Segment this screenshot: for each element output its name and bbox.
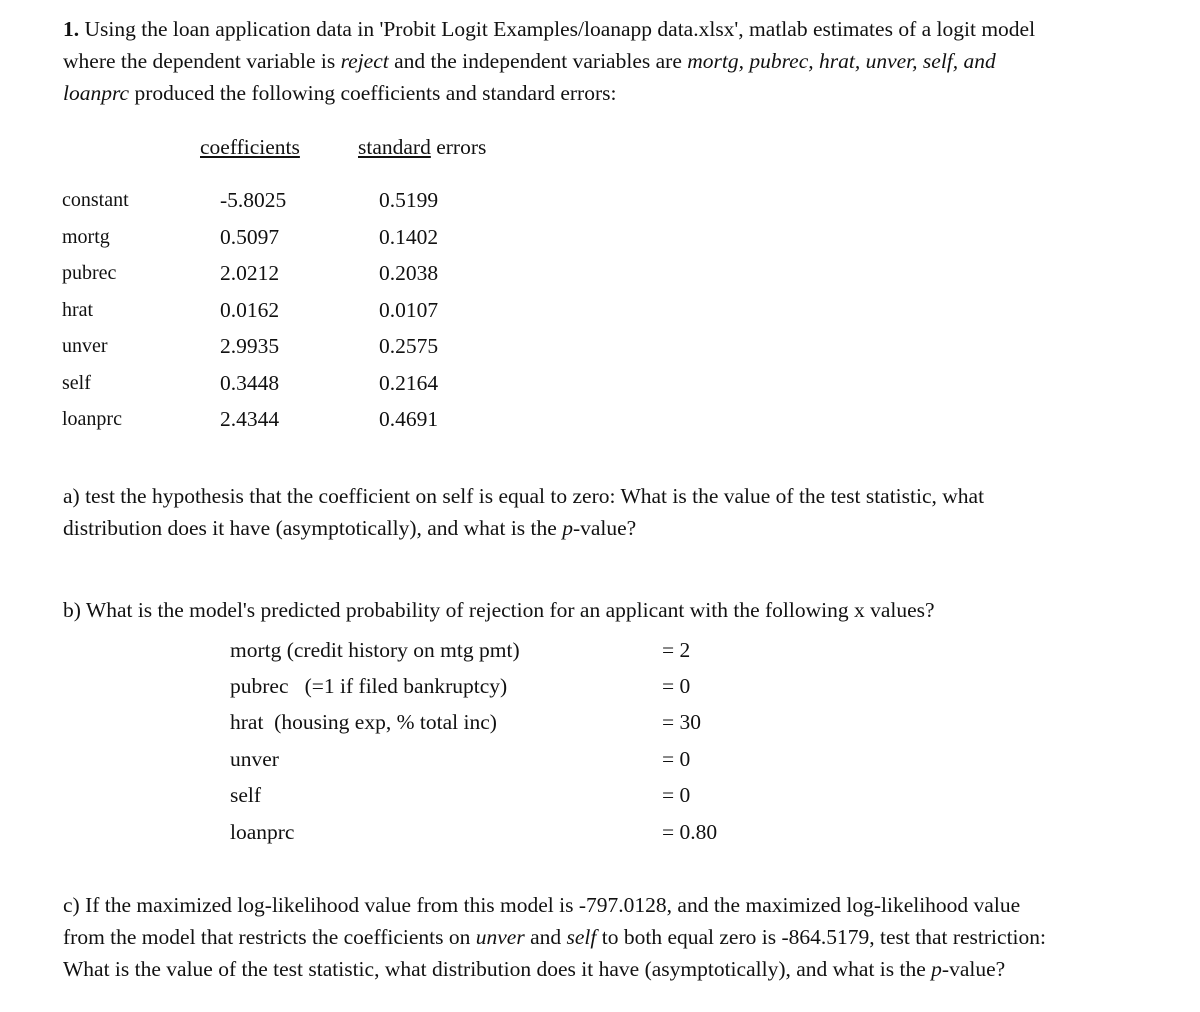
row-coefficient: 2.9935 [220,334,280,358]
x-value-label: unver [230,747,279,771]
x-value: = 30 [662,710,702,734]
row-coefficient: 0.0162 [220,298,280,322]
part-c-text: -value? [941,957,1006,981]
row-variable-name: hrat [62,299,94,321]
header-coefficients-label: coefficients [200,135,300,159]
question-intro-line-2 [63,45,996,77]
x-value: = 0 [662,674,691,698]
header-coefficients [200,134,300,160]
part-a-line-2 [63,512,636,544]
row-standard-error: 0.0107 [379,298,439,322]
part-a-text: -value? [572,516,637,540]
row-coefficient: 0.5097 [220,225,280,249]
x-value: = 0 [662,747,691,771]
x-value: = 0.80 [662,820,718,844]
x-value: = 0 [662,783,691,807]
row-standard-error: 0.4691 [379,407,439,431]
part-c-text: and [524,925,567,949]
x-value-label: pubrec (=1 if filed bankruptcy) [230,674,508,698]
row-variable-name: loanprc [62,408,122,430]
row-variable-name: self [62,372,91,394]
part-c-text: What is the value of the test statistic, what distribution does it have (asymptotically), and what is the [63,957,932,981]
part-a-text: distribution does it have (asymptotically), and what is the [63,516,563,540]
x-value-label: loanprc [230,820,295,844]
intro-text: Using the loan application data in 'Probit Logit Examples/loanapp data.xlsx', matlab estimates of a logit model [84,17,1036,41]
part-c-line-1: c) If the maximized log-likelihood value from this model is -797.0128, and the maximized log-likelihood value [63,893,1021,917]
row-coefficient: 2.0212 [220,261,280,285]
row-variable-name: mortg [62,226,110,248]
question-number: 1. [63,17,80,41]
row-coefficient: 2.4344 [220,407,280,431]
row-variable-name: constant [62,189,129,211]
row-standard-error: 0.5199 [379,188,439,212]
dependent-variable: reject [340,49,389,73]
header-standard-errors [358,134,486,160]
part-c-line-2 [63,921,1046,953]
independent-variables: loanprc [63,81,130,105]
question-intro-line-3 [63,77,616,109]
question-intro-line-1 [63,13,1035,45]
x-value: = 2 [662,638,691,662]
row-standard-error: 0.2575 [379,334,439,358]
row-coefficient: -5.8025 [220,188,287,212]
part-b-line-1: b) What is the model's predicted probability of rejection for an applicant with the following x values? [63,598,935,622]
variable-self: self [566,925,597,949]
intro-text: produced the following coefficients and standard errors: [129,81,617,105]
part-a-line-1: a) test the hypothesis that the coefficient on self is equal to zero: What is the value of the test statistic, what [63,484,985,508]
x-value-label: self [230,783,262,807]
row-standard-error: 0.2164 [379,371,439,395]
part-c-text: from the model that restricts the coefficients on [63,925,476,949]
p-symbol: p [562,516,573,540]
row-standard-error: 0.2038 [379,261,439,285]
part-c-text: to both equal zero is -864.5179, test that restriction: [596,925,1046,949]
part-c-line-3 [63,953,1005,985]
x-value-label: hrat (housing exp, % total inc) [230,710,497,734]
row-variable-name: pubrec [62,262,117,284]
header-errors-label: errors [430,135,487,159]
variable-unver: unver [475,925,525,949]
independent-variables: mortg, pubrec, hrat, unver, self, and [687,49,996,73]
p-symbol: p [931,957,942,981]
intro-text: and the independent variables are [388,49,688,73]
x-value-label: mortg (credit history on mtg pmt) [230,638,520,662]
intro-text: where the dependent variable is [63,49,341,73]
row-variable-name: unver [62,335,108,357]
header-standard-label: standard [358,135,431,159]
row-standard-error: 0.1402 [379,225,439,249]
row-coefficient: 0.3448 [220,371,280,395]
